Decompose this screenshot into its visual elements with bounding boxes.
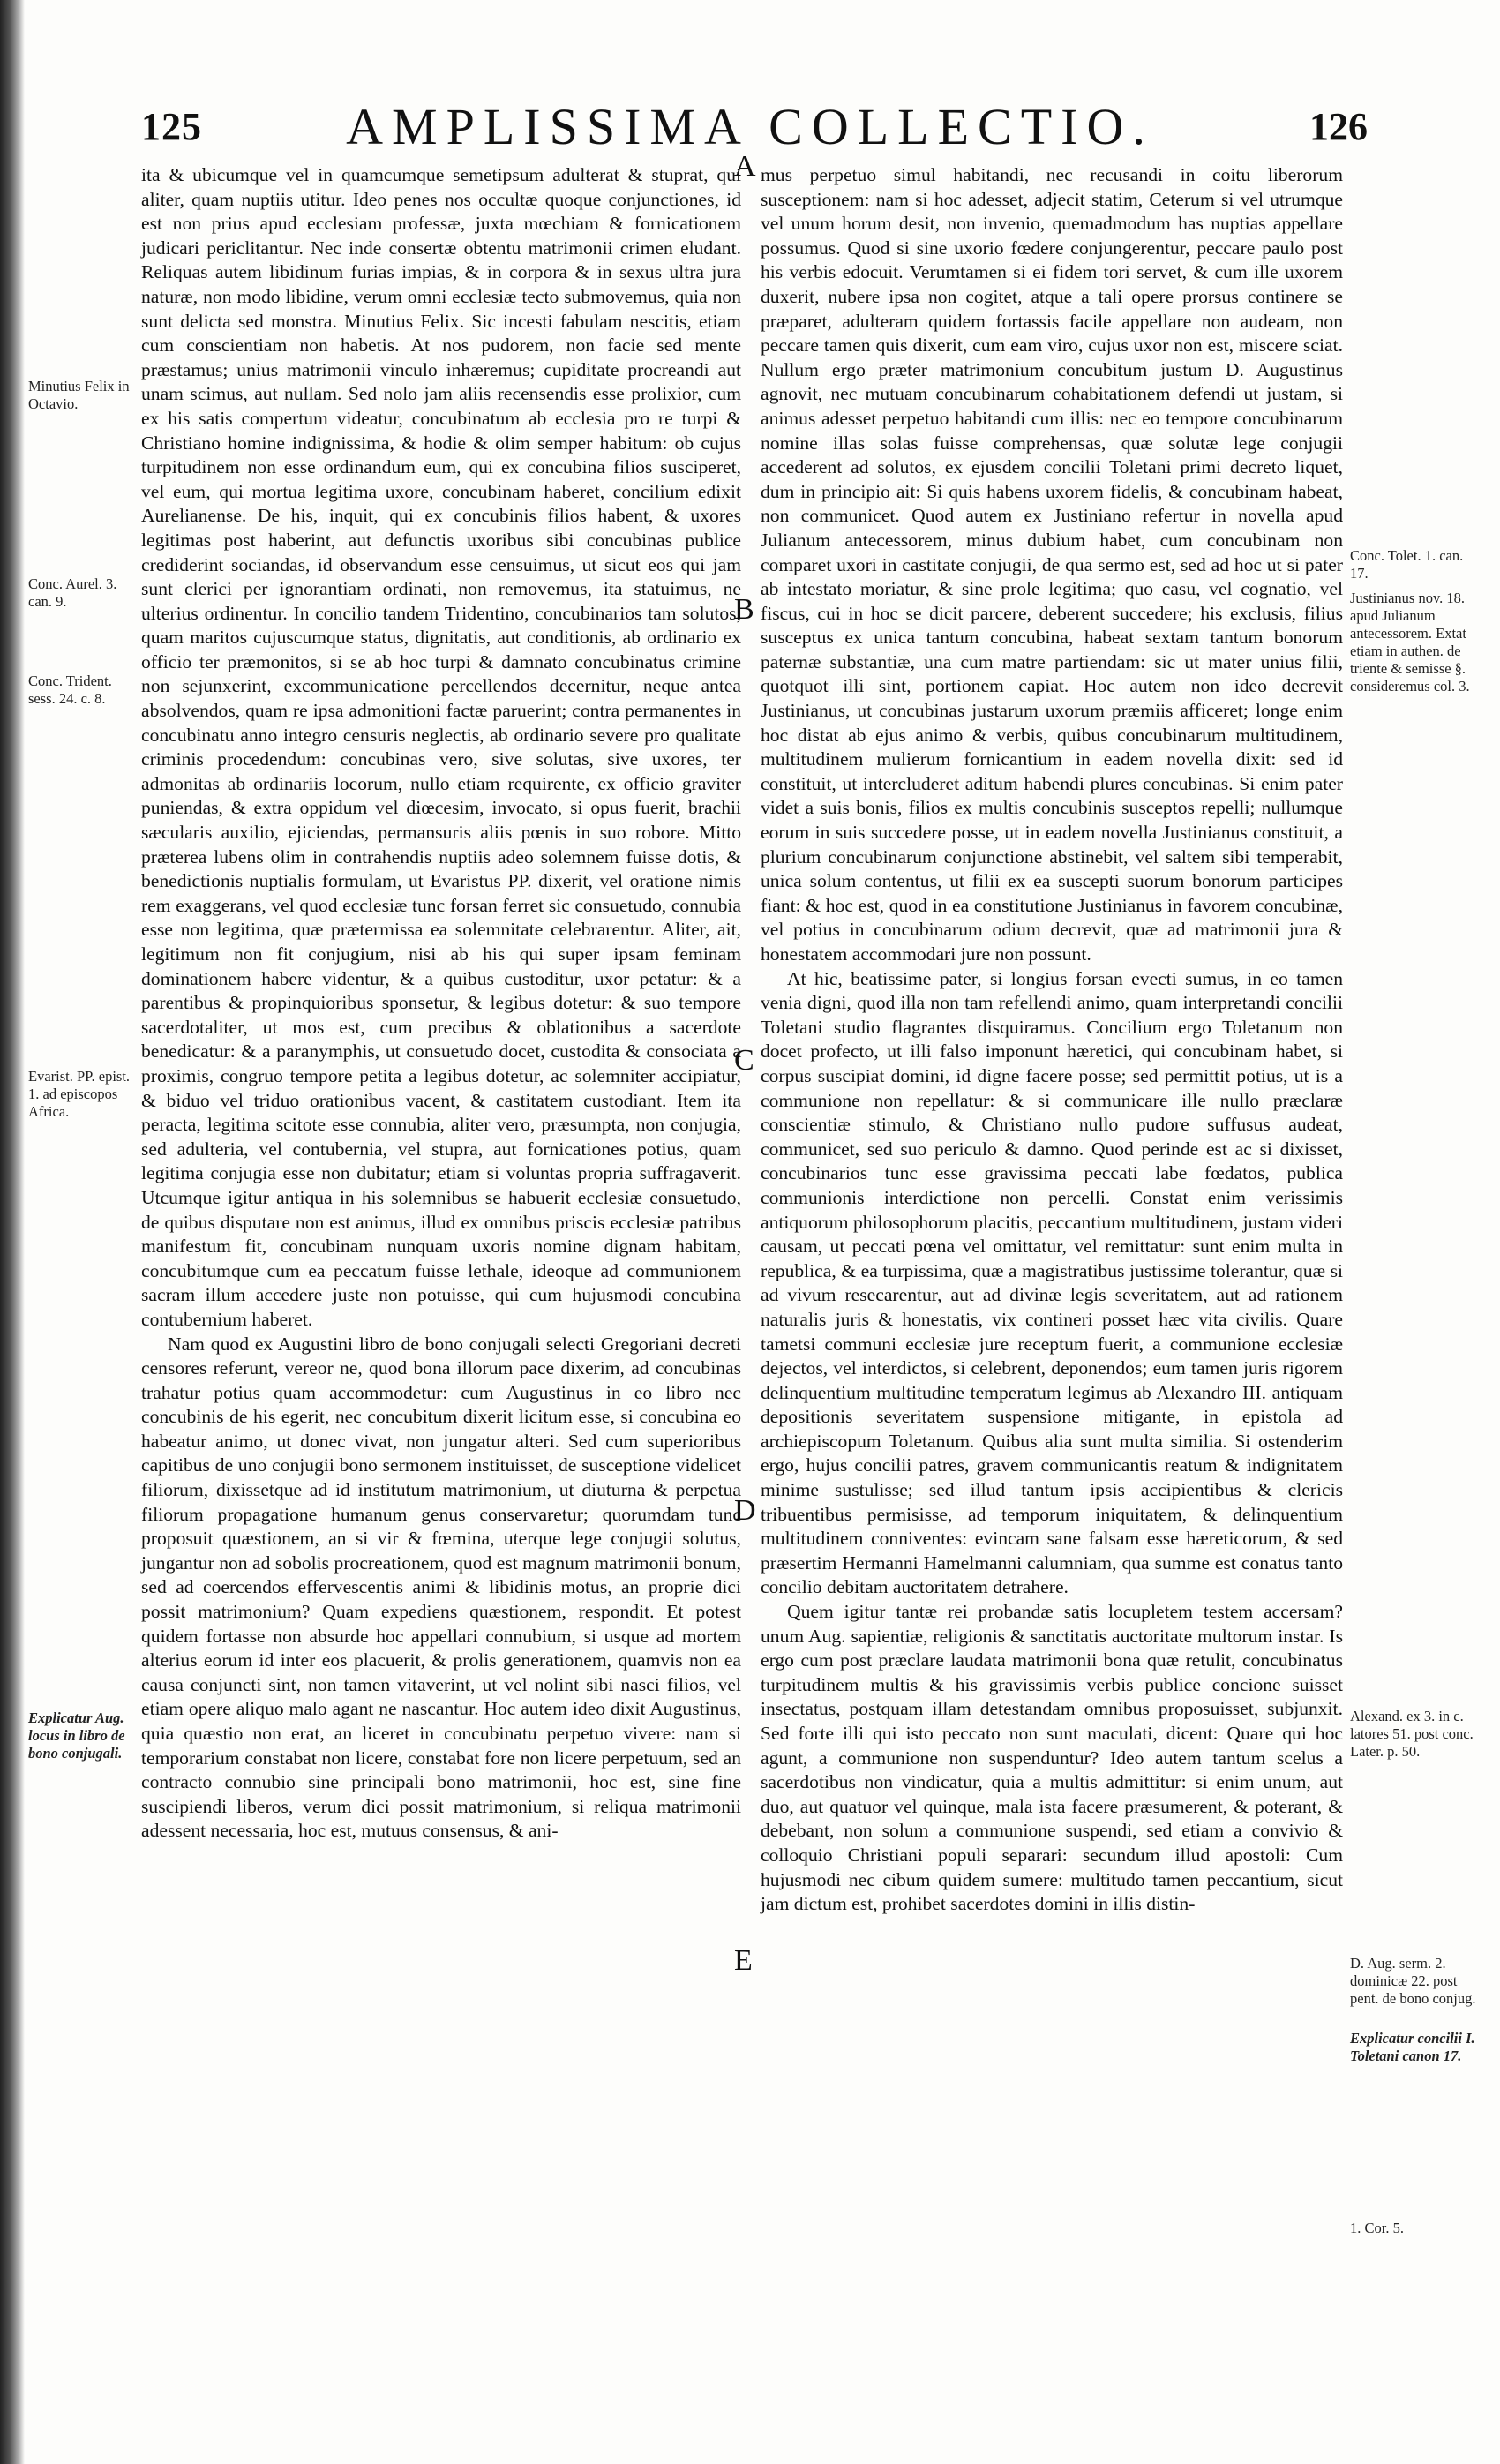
section-letter-c: C: [734, 1044, 754, 1077]
paragraph: Quem igitur tantæ rei probandæ satis locupletem testem accersam? unum Aug. sapientiæ, religionis & sanctitatis auctoritate multorum instar. Is ergo cum post præclare laudata matrimonii bona quæ retulit, concubinatus turpitudinem multis & his gravissimis verbis publice concione suisset insectatus, postquam illam detestandam omnibus proposuisset, subjunxit. Sed forte illi qui isto peccato non sunt maculati, dicent: Quare qui hoc agunt, a communione non suspenduntur? Ideo autem tantum scelus a sacerdotibus non vindicatur, quia a multis admittitur: si enim unum, aut duo, aut quatuor vel quinque, mala ista facere præsumerent, & poterant, & debebant, non solum a communione suspendi, sed etiam a convivio & colloquio Christiani populi separari: secundum illud apostoli: Cum hujusmodi nec cibum quidem sumere: multitudo tamen peccantium, sicut jam dictum est, prohibet sacerdotes domini in illis distin-: [761, 1601, 1343, 1915]
paragraph: At hic, beatissime pater, si longius forsan evecti sumus, in eo tamen venia digni, quod illa non tam refellendi animo, quam interpretandi concilii Toletani studio flagrantes disquiramus. Concilium ergo Toletanum non docet profecto, ut illi falso imponunt hæretici, qui concubinam habet, si corpus suscipiat domini, id digne facere posse; sed permittit potius, ut is a communione non repellatur: & si communicare ille nullo præclaræ conscientiæ stimulo, & Christiano nullo pudore suffusus audeat, communicet, sed suo periculo & damno. Quod perinde est ac si dixisset, concubinarios tunc esse gravissima peccati labe fœdatos, publica communionis interdictione non percelli. Constat enim verissimis antiquorum philosophorum placitis, peccantium multitudinem, justam videri causam, ut peccati pœna vel omittatur, vel remittatur: sunt enim multa in republica, & ea turpissima, quæ a magistratibus justissime tolerantur, quæ si ad vivum resecarentur, aut ad divinæ legis severitatem, aut ad rationem naturalis juris & honestatis, vix contineri posset hæc vita civilis. Quare tametsi communi ecclesiæ jure receptum fuerit, a communione ecclesiæ dejectos, vel interdictos, si celebrent, deponendos; eum tamen juris rigorem delinquentium multitudine temperatum legimus ab Alexandro III. antiquam depositionis severitatem suspensione mitigante, in epistola ad archiepiscopum Toletanum. Quibus alia sunt multa similia. Si ostenderim ergo, hujus concilii patres, gravem communicantis reatum & indignitatem minime sustulisse; sed illud tantum ipsis accipientibus & clericis tribuentibus permisisse, ad temporum iniquitatem, & delinquentium multitudinem conniventes: evincam sane falsam esse hæreticorum, & sed præsertim Hermanni Hamelmanni calumniam, qua summe est conatus tanto concilio debitam auctoritatem detrahere.: [761, 967, 1343, 1598]
section-letter-b: B: [734, 593, 754, 626]
right-margin-note: Justinianus nov. 18. apud Julianum antecessorem. Extat etiam in authen. de triente & semisse §. consideremus col. 3.: [1350, 590, 1470, 695]
paragraph: Nam quod ex Augustini libro de bono conjugali selecti Gregoriani decreti censores referunt, vereor ne, quod bona illorum pace dixerim, ad concubinas trahatur potius quam accommodetur: cum Augustinus in eo libro nec concubinis de his egerit, nec concubitum dixerit licitum esse, si concubina eo habeatur animo, ut donec vivat, non jungatur alteri. Sed cum superioribus capitibus de uno conjugii bono sermonem instituisset, de susceptione videlicet filiorum, dixissetque ad id institutum matrimonium, ut diuturna & perpetua filiorum propagatione humanum genus conservaretur; quorumdam tunc proposuit quæstionem, an si vir & fœmina, uterque lege conjugii solutus, jungantur non ad sobolis procreationem, quod est magnum matrimonii bonum, sed ad coercendos effervescentis animi & libidinis motus, an proprie dici possit matrimonium? Quam expediens quæstionem, respondit. Et potest quidem fortasse non absurde hoc appellari connubium, si usque ad mortem alterius eorum id inter eos placuerit, & prolis generationem, quamvis non ea causa conjuncti sint, non tamen vitaverint, ut vel nolint sibi nasci filios, vel etiam opere aliquo malo agant ne nascantur. Hoc autem ideo dixit Augustinus, quia quæstio non erat, an liceret in concubinatu perpetuo vivere: nam si temporarium constabat non licere, constabat fore non licere perpetuum, sed an contracto connubio sine principali bono matrimonii, hoc est, sine fine suscipiendi liberos, verum dici possit matrimonium, si reliqua matrimonii adessent necessaria, hoc est, mutuus consensus, & ani-: [141, 1333, 741, 1842]
left-margin-note: Conc. Trident. sess. 24. c. 8.: [28, 672, 112, 707]
right-margin-note: Conc. Tolet. 1. can. 17.: [1350, 547, 1464, 582]
left-margin-note: Evarist. PP. epist. 1. ad episcopos Africa.: [28, 1068, 131, 1120]
left-margin-note: Explicatur Aug. locus in libro de bono conjugali.: [28, 1709, 125, 1762]
left-margin-note: Minutius Felix in Octavio.: [28, 378, 130, 412]
right-text-column: [761, 163, 1343, 1917]
book-binding-shadow: [0, 0, 25, 2464]
section-letter-a: A: [734, 150, 756, 183]
page-number-right: 126: [1309, 105, 1368, 148]
paragraph: mus perpetuo simul habitandi, nec recusandi in coitu liberorum susceptionem: nam si hoc adesset, adjecit statim, Ceterum si vel utrumque vel unum horum desit, non invenio, quemadmodum has nuptias appellare possumus. Quod si sine uxorio fœdere conjungerentur, peccare paulo post his verbis edocuit. Verumtamen si ei fidem tori servet, & cum ille uxorem duxerit, nubere ipsa non cogitet, atque a tali opere prorsus continere se præparet, adulteram quidem fortassis facile appellare non audeam, non peccare tamen quis dixerit, cum eam viro, cujus uxor non est, miscere sciat. Nullum ergo præter matrimonium concubitum justum D. Augustinus agnovit, nec mutuam concubinarum cohabitationem defendi ut justam, si animus adesset perpetuo habitandi cum illis: nec eo tempore concubinarum nomine illas solas fuisse comprehensas, quæ solutæ lege conjugii accederent ad solutos, ex ejusdem concilii Toletani primi decreto liquet, dum in principio ait: Si quis habens uxorem fidelis, & concubinam habeat, non communicet. Quod autem ex Justiniano refertur in novella apud Julianum antecessorem, minus dubium habet, cum concubinam non comparet uxori in castitate conjugii, de qua sermo est, sed ad hoc ut si pater ab intestato moriatur, & sine prole legitima; quo casu, vel cognatio, vel fiscus, cui in hoc se dicit parcere, deberent succedere; his exclusis, filius susceptus ex unica tantum concubina, habeat sextam tantum bonorum paternæ substantiæ, una cum matre partiendam: sic ut mater unius filii, quotquot illi sint, portionem capiat. Hoc autem non ideo decrevit Justinianus, ut concubinas justarum uxorum præmiis afficeret; longe enim hoc distat ab ejus animo & verbis, quibus concubinarum multitudinem, multitudinem mulierum fornicantium in eadem novella dixit: sed id constituit, ut intercluderet aditum habendi plures concubinas. Si enim pater videt a suis bonis, filios ex multis concubinis susceptos repelli; nullumque eorum in suis succedere posse, ut in eadem novella Justinianus constituit, a plurium concubinarum conjunctione abstinebit, vel saltem sibi temperabit, unica solum contentus, ut filii ex ea suscepti suorum bonorum participes fiant: & hoc est, quod in ea constitutione Justinianus in favorem concubinæ, vel potius in concubinarum odium decrevit, quæ ad matrimonii jura & honestatem accommodari jure non possunt.: [761, 164, 1343, 965]
right-margin-note: D. Aug. serm. 2. dominicæ 22. post pent. de bono conjug.: [1350, 1955, 1476, 2007]
right-margin-note: 1. Cor. 5.: [1350, 2220, 1404, 2236]
paragraph: ita & ubicumque vel in quamcumque semetipsum adulterat & stuprat, qui aliter, quam nuptiis utitur. Ideo penes nos occultæ quoque conjunctiones, id est non prius apud ecclesiam professæ, juxta mœchiam & fornicationem judicari periclitantur. Nec inde consertæ obtentu matrimonii crimen eludant. Reliquas autem libidinum furias impias, & in corpora & in sexus ultra jura naturæ, non modo libidine, verum omni ecclesiæ tecto submovemus, quia non sunt delicta sed monstra. Minutius Felix. Sic incesti fabulam nescitis, etiam cum conscientiam non habetis. At nos pudorem, non facie sed mente præstamus; unius matrimonii vinculo inhæremus; cupiditate procreandi aut unam scimus, aut nullam. Sed nolo jam aliis recensendis esse prolixior, cum ex his satis compertum videatur, concubinatum ab ecclesia pro re turpi & Christiano homine indignissima, & hodie & olim semper habitum: ob cujus turpitudinem non esse ordinandum eum, qui ex concubina filios susciperet, vel eum, qui mortua legitima uxore, concubinam haberet, concilium edixit Aurelianense. De his, inquit, qui ex concubinis filios habent, & uxores legitimas post haberint, aut defunctis uxoribus sibi concubinas publice crediderint sociandas, id observandum esse censuimus, ut sicut eos qui jam sunt clerici per ignorantiam ordinati, non removemus, ita statuimus, ne ulterius ordinentur. In concilio tandem Tridentino, concubinarios tam solutos, quam maritos cujuscumque status, dignitatis, aut conditionis, ab ordinario ex officio ter præmonitos, si se ab hoc turpi & damnato concubinatus crimine non sejunxerint, excommunicatione percellendos decernitur, neque antea absolvendos, quam re ipsa admonitioni factæ paruerint; contra permanentes in concubinatu anno integro censuris neglectis, ab ordinario severe pro qualitate criminis procedendum: concubinas vero, sive solutas, sive uxores, ter admonitas ab ordinariis locorum, nullo etiam requirente, ex officio graviter puniendas, & extra oppidum vel diœcesim, invocato, si opus fuerit, brachii sæcularis auxilio, ejiciendas, permansuris aliis pœnis in suo robore. Mitto præterea lubens olim in contrahendis nuptiis adeo solemnem fuisse dotis, & benedictionis nuptialis formulam, ut Evaristus PP. dixerit, vel oratione nimis rem exaggerans, vel quod ecclesiæ tunc forsan ferret sic consuetudo, connubia esse non legitima, quæ prætermissa ea solemnitate celebrarentur. Aliter, ait, legitimum non fit conjugium, nisi ab his qui super ipsam feminam dominationem habere videntur, & a quibus custoditur, uxor petatur: & a parentibus & propinquioribus sponsetur, & legibus dotetur: & suo tempore sacerdotaliter, ut mos est, cum precibus & oblationibus a sacerdote benedicatur: & a paranymphis, ut consuetudo docet, custodita & consociata a proximis, congruo tempore petita a legibus dotetur, ac solemniter accipiatur, & biduo vel triduo orationibus vacent, & castitatem custodiant. Item ita peracta, legitima scitote esse connubia, aliter vero, præsumpta, non conjugia, sed adulteria, vel contubernia, vel stupra, aut fornicationes potius, quam legitima conjugia esse non dubitatur; etiam si voluntas propria suffragaverit. Utcumque igitur antiqua in his solemnibus se habuerit ecclesiæ consuetudo, de quibus disputare non est animus, illud ex omnibus priscis ecclesiæ patribus manifestum fit, concubinam nunquam uxoris nomine dignam habitam, concubitumque cum ea peccatum fuisse lethale, ideoque ad communionem sacram illum accedere juste non potuisse, qui cum hujusmodi concubina contubernium haberet.: [141, 164, 741, 1330]
left-margin-note: Conc. Aurel. 3. can. 9.: [28, 575, 117, 610]
page-number-left: 125: [141, 105, 202, 148]
left-text-column: [141, 163, 741, 1844]
section-letter-e: E: [734, 1944, 753, 1977]
right-margin-note: Alexand. ex 3. in c. latores 51. post conc. Later. p. 50.: [1350, 1708, 1474, 1760]
running-title: AMPLISSIMA COLLECTIO.: [346, 98, 1154, 155]
section-letter-d: D: [734, 1494, 756, 1527]
right-margin-note: Explicatur concilii I. Toletani canon 17.: [1350, 2030, 1475, 2064]
